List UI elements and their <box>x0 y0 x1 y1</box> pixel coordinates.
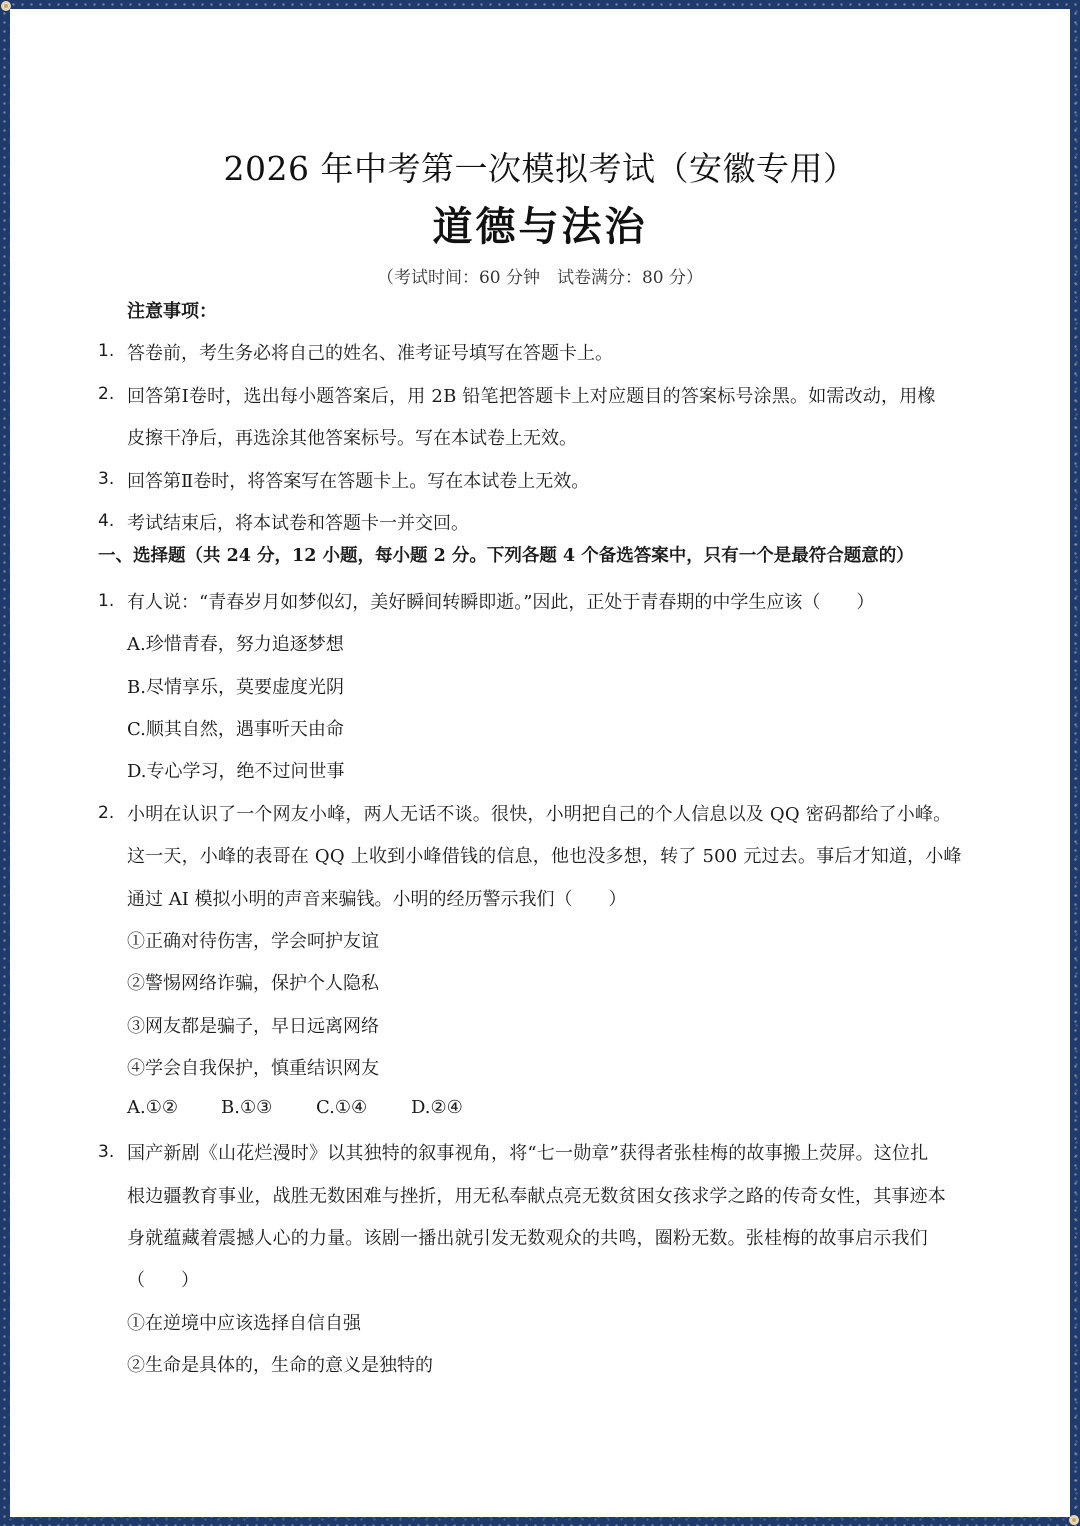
exam-info: （考试时间：60 分钟 试卷满分：80 分） <box>376 268 704 288</box>
statement-item: ①正确对待伤害，学会呵护友谊 <box>127 931 379 952</box>
choice-d: D.②④ <box>411 1097 463 1118</box>
answer-bracket: （ ） <box>127 1270 199 1291</box>
question-stem: 国产新剧《山花烂漫时》以其独特的叙事视角，将“七一勋章”获得者张桂梅的故事搬上荧屏。这位扎 <box>127 1143 929 1164</box>
notice-item: 回答第Ⅰ卷时，选出每小题答案后，用 2B 铅笔把答题卡上对应题目的答案标号涂黑。如需改动，用橡 <box>127 386 936 407</box>
question-stem: 有人说：“青春岁月如梦似幻，美好瞬间转瞬即逝。”因此，正处于青春期的中学生应该（ ） <box>127 592 875 613</box>
exam-paper <box>10 9 1070 1517</box>
choice-a: A.①② <box>127 1097 178 1118</box>
choice-c: C.①④ <box>316 1097 368 1118</box>
question-number: 3. <box>98 1142 115 1162</box>
question-stem: 这一天，小峰的表哥在 QQ 上收到小峰借钱的信息，他也没多想，转了 500 元过去。事后才知道，小峰 <box>127 846 962 867</box>
statement-item: ④学会自我保护，慎重结识网友 <box>127 1058 379 1079</box>
question-stem: 身就蕴藏着震撼人心的力量。该剧一播出就引发无数观众的共鸣，圈粉无数。张桂梅的故事启示我们 <box>127 1228 928 1249</box>
exam-title: 2026 年中考第一次模拟考试（安徽专用） <box>223 149 857 188</box>
choice-b: B.①③ <box>221 1097 273 1118</box>
option-d: D.专心学习，绝不过问世事 <box>127 761 345 782</box>
notice-item: 答卷前，考生务必将自己的姓名、准考证号填写在答题卡上。 <box>127 343 613 364</box>
notice-heading: 注意事项： <box>127 301 217 322</box>
notice-number: 4. <box>98 511 115 531</box>
question-number: 2. <box>98 803 115 823</box>
option-a: A.珍惜青春，努力追逐梦想 <box>127 634 344 655</box>
statement-item: ③网友都是骗子，早日远离网络 <box>127 1016 379 1037</box>
question-number: 1. <box>98 591 115 611</box>
section-heading: 一、选择题（共 24 分，12 小题，每小题 2 分。下列各题 4 个备选答案中，只有一个是最符合题意的） <box>98 546 914 566</box>
question-stem: 小明在认识了一个网友小峰，两人无话不谈。很快，小明把自己的个人信息以及 QQ 密码都给了小峰。 <box>127 804 952 825</box>
statement-item: ①在逆境中应该选择自信自强 <box>127 1313 361 1334</box>
option-c: C.顺其自然，遇事听天由命 <box>127 719 344 740</box>
notice-item: 考试结束后，将本试卷和答题卡一并交回。 <box>127 513 469 534</box>
notice-item: 回答第Ⅱ卷时，将答案写在答题卡上。写在本试卷上无效。 <box>127 471 590 492</box>
notice-number: 3. <box>98 469 115 489</box>
statement-item: ②警惕网络诈骗，保护个人隐私 <box>127 973 379 994</box>
statement-item: ②生命是具体的，生命的意义是独特的 <box>127 1355 433 1376</box>
question-stem: 通过 AI 模拟小明的声音来骗钱。小明的经历警示我们（ ） <box>127 889 627 910</box>
notice-item-continued: 皮擦干净后，再选涂其他答案标号。写在本试卷上无效。 <box>127 428 577 449</box>
notice-number: 2. <box>98 384 115 404</box>
question-stem: 根边疆教育事业，战胜无数困难与挫折，用无私奉献点亮无数贫困女孩求学之路的传奇女性，其事迹本 <box>127 1186 946 1207</box>
notice-number: 1. <box>98 341 115 361</box>
option-b: B.尽情享乐，莫要虚度光阴 <box>127 677 344 698</box>
subject-title: 道德与法治 <box>432 203 648 250</box>
